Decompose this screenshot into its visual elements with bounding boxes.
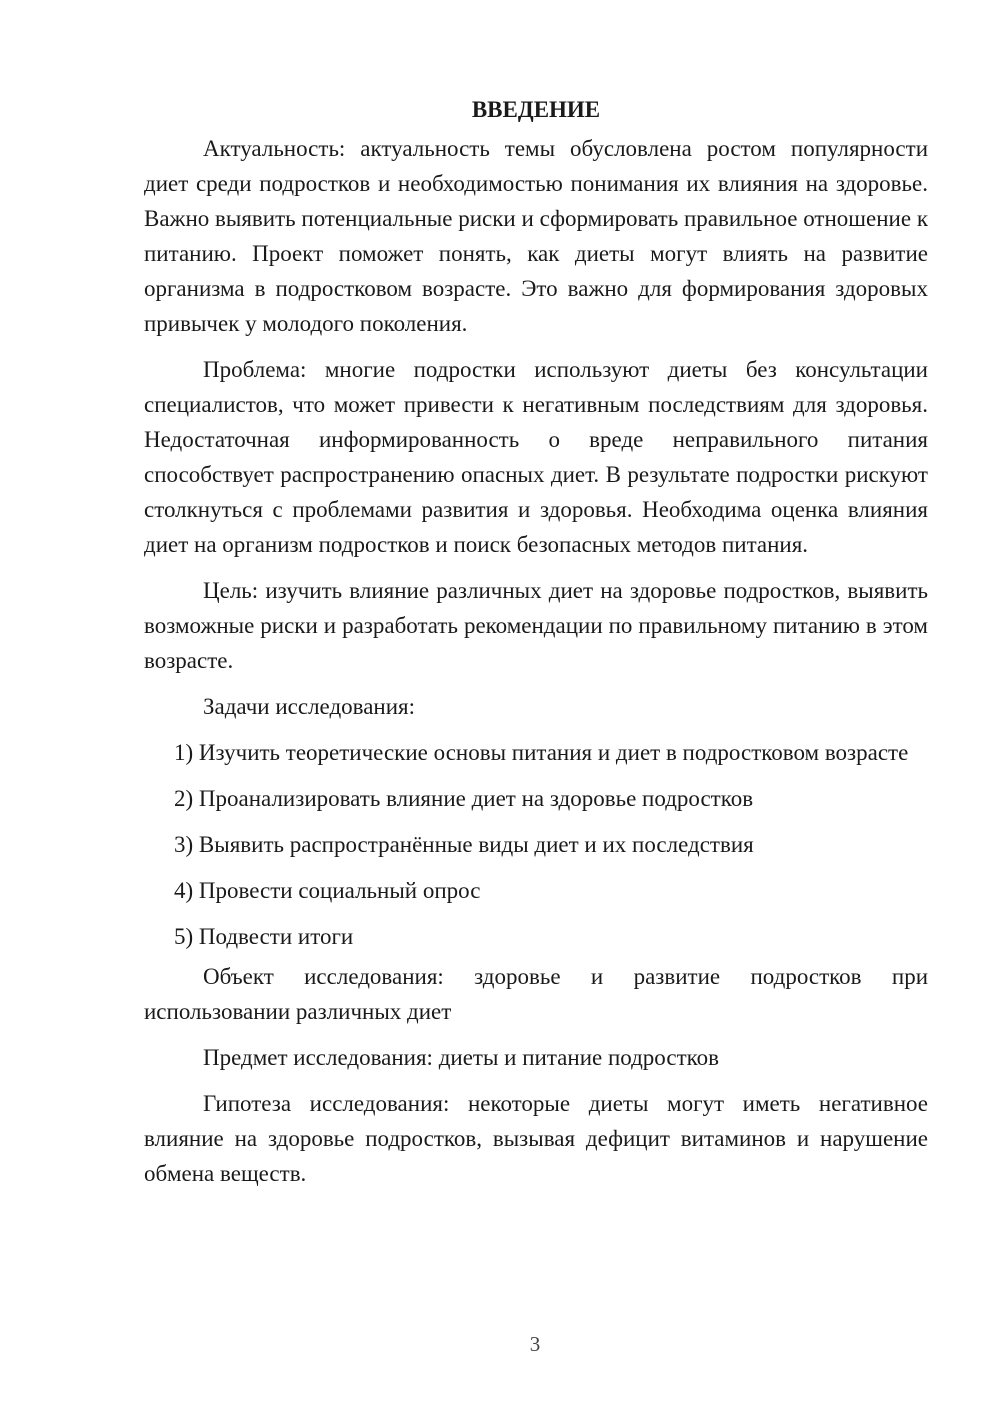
- problem-paragraph: Проблема: многие подростки используют диеты без консультации специалистов, что может привести к негативным последствиям для здоровья. Недостаточная информированность о вреде неправильного питания способствует распространению опасных диет. В результате подростки рискуют столкнуться с проблемами развития и здоровья. Необходима оценка влияния диет на организм подростков и поиск безопасных методов питания.: [144, 357, 928, 557]
- tasks-heading: Задачи исследования:: [203, 694, 416, 719]
- page-title: ВВЕДЕНИЕ: [471, 97, 601, 122]
- tasks-list: [144, 735, 928, 954]
- list-item: 1) Изучить теоретические основы питания и диет в подростковом возрасте: [174, 740, 909, 765]
- relevance-paragraph: Актуальность: актуальность темы обусловлена ростом популярности диет среди подростков и необходимостью понимания их влияния на здоровье. Важно выявить потенциальные риски и сформировать правильное отношение к питанию. Проект поможет понять, как диеты могут влиять на развитие организма в подростковом возрасте. Это важно для формирования здоровых привычек у молодого поколения.: [144, 136, 928, 336]
- hypothesis-paragraph: Гипотеза исследования: некоторые диеты могут иметь негативное влияние на здоровье подростков, вызывая дефицит витаминов и нарушение обмена веществ.: [144, 1091, 928, 1186]
- goal-paragraph: Цель: изучить влияние различных диет на здоровье подростков, выявить возможные риски и разработать рекомендации по правильному питанию в этом возрасте.: [144, 578, 928, 673]
- list-item: 3) Выявить распространённые виды диет и их последствия: [174, 832, 754, 857]
- subject-paragraph: Предмет исследования: диеты и питание подростков: [203, 1045, 720, 1070]
- object-paragraph: Объект исследования: здоровье и развитие подростков при использовании различных диет: [144, 964, 928, 1024]
- list-item: 5) Подвести итоги: [174, 924, 354, 949]
- list-item: 2) Проанализировать влияние диет на здоровье подростков: [174, 786, 754, 811]
- document-page: [144, 92, 928, 1202]
- page-number: 3: [529, 1332, 541, 1356]
- list-item: 4) Провести социальный опрос: [174, 878, 481, 903]
